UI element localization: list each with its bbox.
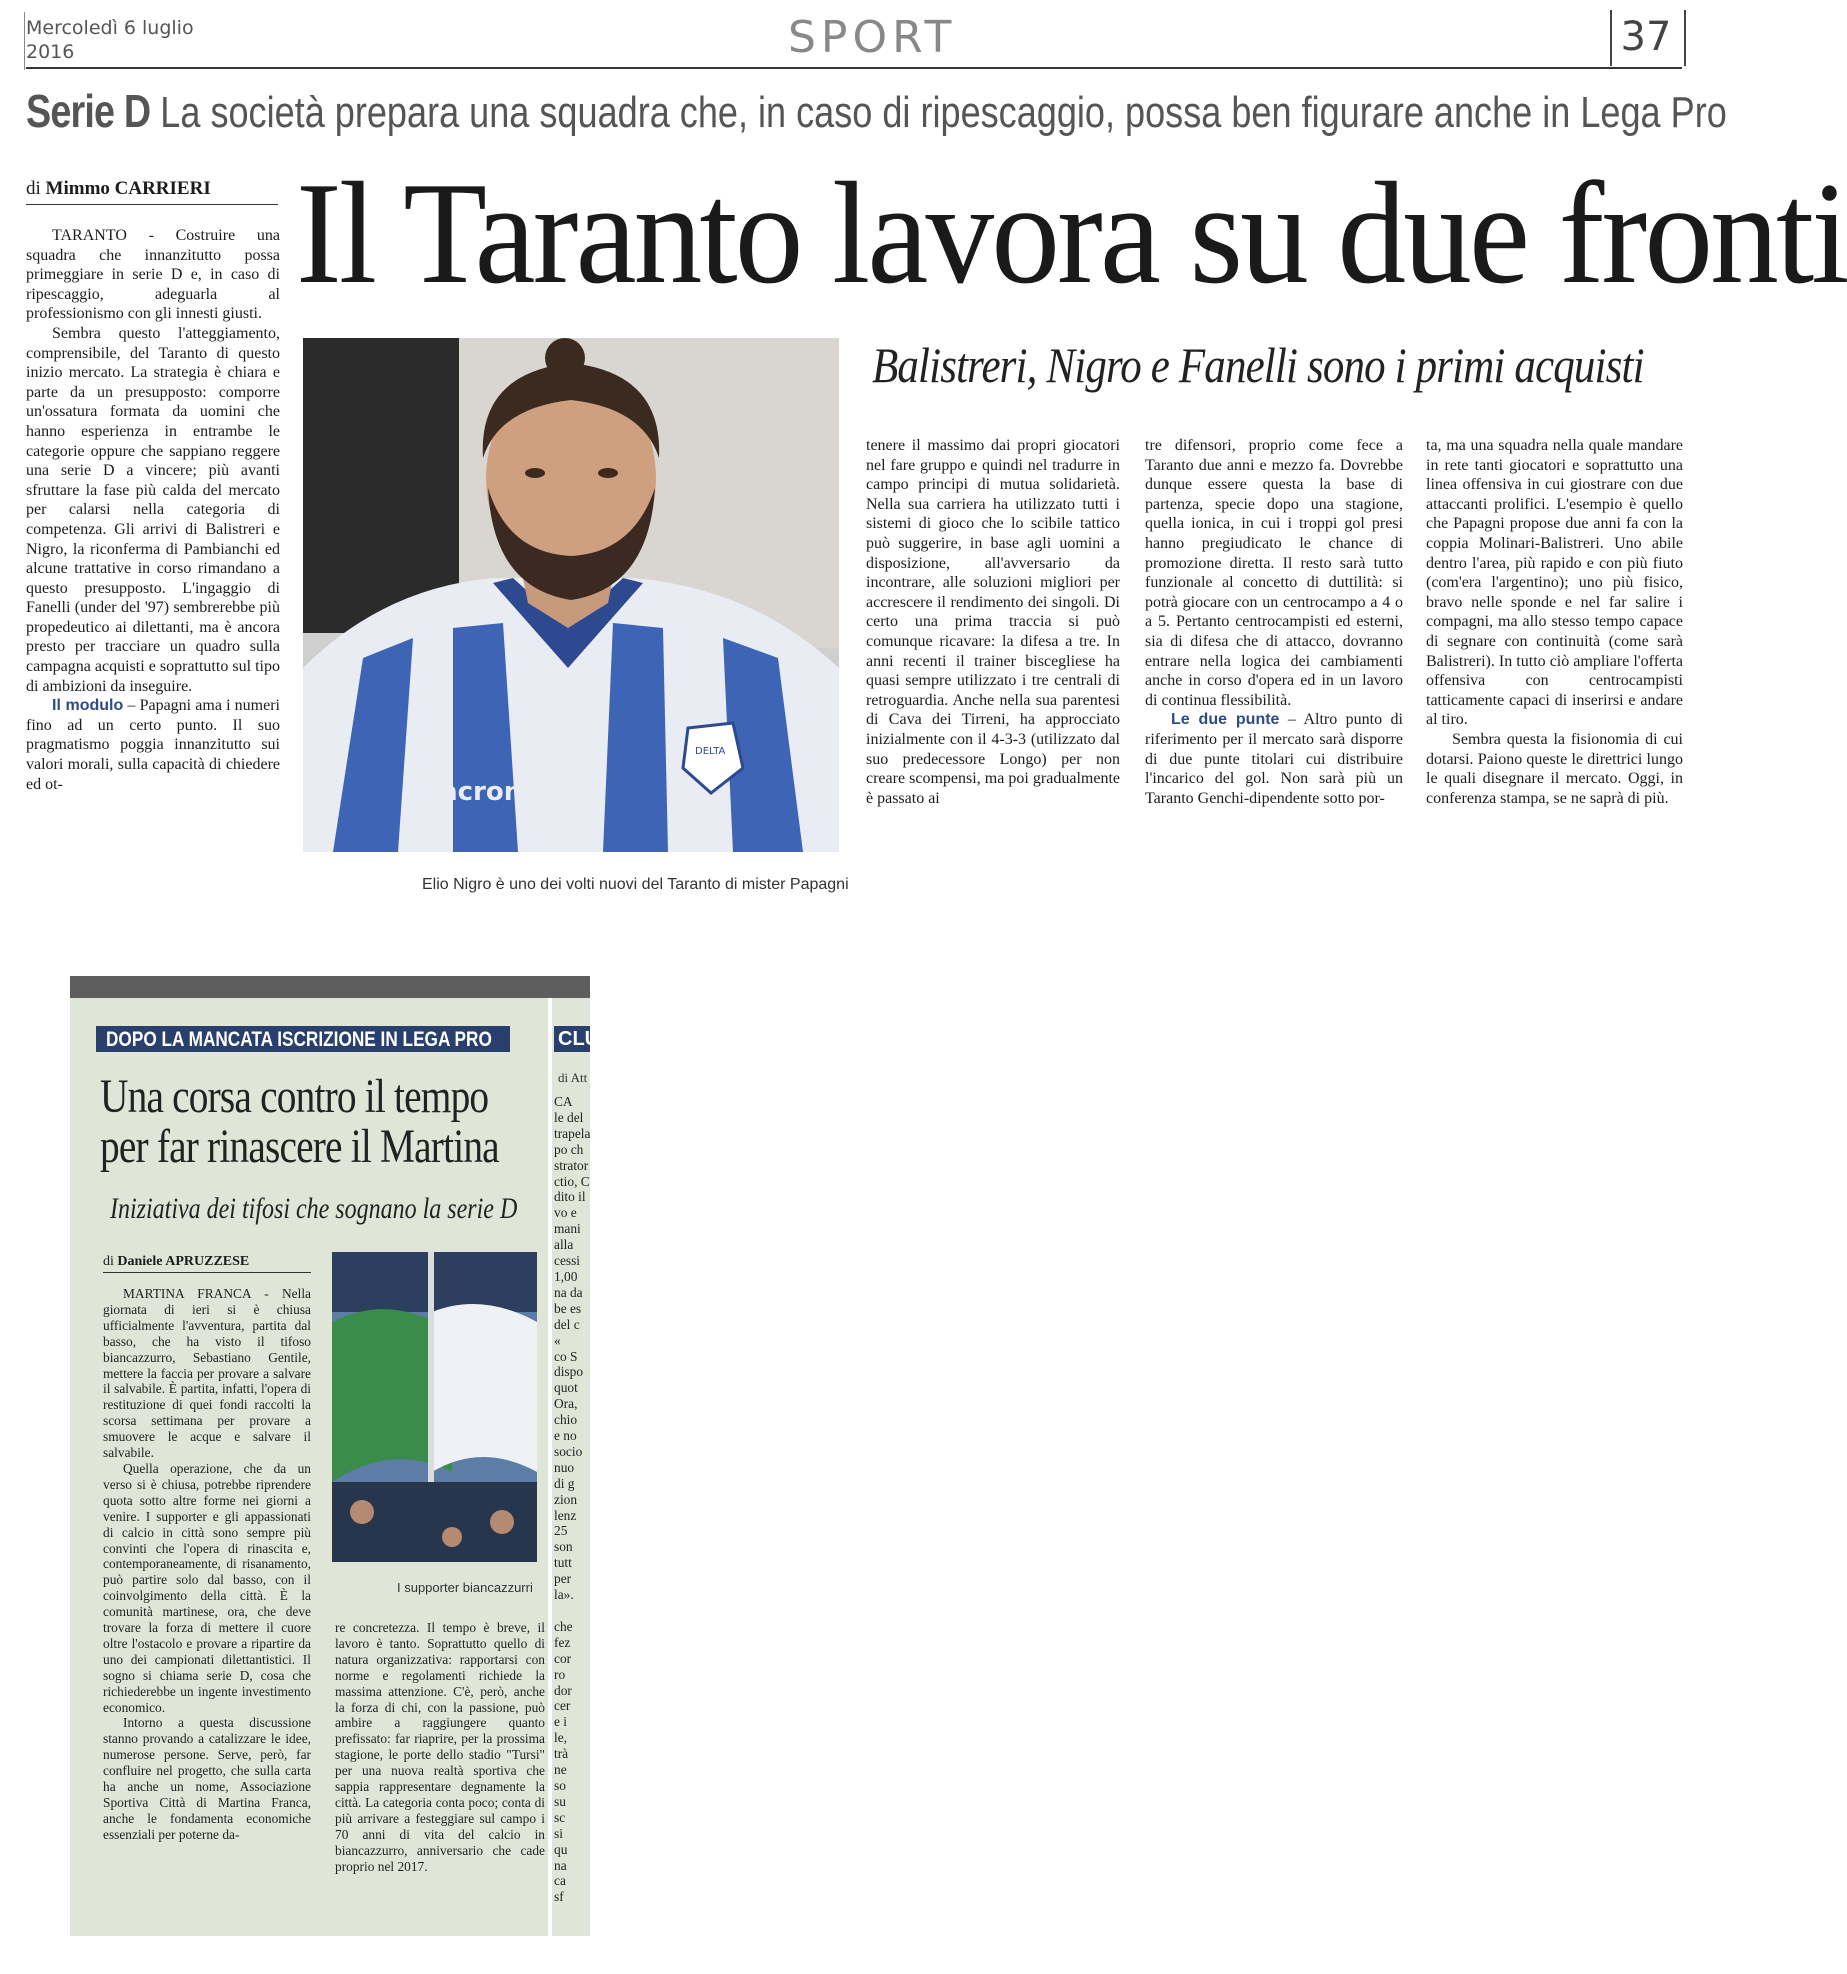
subheading-due-punte: Le due punte (1171, 711, 1280, 729)
article-headline: Il Taranto lavora su due fronti (296, 152, 1847, 314)
header-rule (26, 67, 1682, 69)
article-column-4 (1426, 436, 1683, 808)
kicker-text: La società prepara una squadra che, in caso di ripescaggio, possa ben figurare anche in Lega Pro (160, 88, 1727, 137)
clipping-kicker: DOPO LA MANCATA ISCRIZIONE IN LEGA PRO (106, 1028, 492, 1051)
supporters-photo (332, 1252, 537, 1562)
section-brand: SPORT (788, 12, 957, 63)
player-photo (303, 338, 839, 852)
paragraph (26, 696, 280, 794)
byline-prefix: di (103, 1254, 114, 1269)
newspaper-clipping (70, 976, 600, 1936)
paragraph-text: – Altro punto di riferimento per il mercato sarà disporre di due punte titolari cui distribuire l'incarico del gol. Non sarà più un Taranto Genchi-dipendente sotto por- (1145, 711, 1404, 807)
article-subheadline: Balistreri, Nigro e Fanelli sono i primi acquisti (872, 337, 1644, 393)
adjacent-article-kicker: CLU (558, 1028, 600, 1050)
article-kicker (26, 84, 1727, 138)
paragraph: MARTINA FRANCA - Nella giornata di ieri si è chiusa ufficialmente l'avventura, partita dal basso, che ha visto il tifoso biancazzurro, Sebastiano Gentile, mettere la faccia per provare a salvare il salvabile. È partita, infatti, l'opera di restituzione di quei fondi raccolti la scorsa settimana per provare a smuovere le acque e salvare il salvabile. (103, 1286, 311, 1461)
article-column-1 (26, 226, 280, 794)
clipping-headline: Una corsa contro il tempo per far rinascere il Martina (100, 1070, 499, 1173)
kicker-section: Serie D (26, 85, 151, 137)
byline-author: Daniele APRUZZESE (117, 1254, 250, 1269)
paragraph: tre difensori, proprio come fece a Taranto due anni e mezzo fa. Dovrebbe dunque essere questa la base di partenza, specie dopo una stagione, quella ionica, in cui i troppi gol presi hanno pregiudicato le chance di promozione diretta. Il resto sarà tutto funzionale al concetto di duttilità: si potrà giocare con un centrocampo a 4 o a 5. Pertanto centrocampisti ed esterni, sia di difesa che di attacco, dovranno entrare nella logica dei cambiamenti anche in corso d'opera ed in un lavoro di continua flessibilità. (1145, 437, 1403, 709)
paragraph: re concretezza. Il tempo è breve, il lavoro è tanto. Soprattutto quello di natura organizzativa: rapportarsi con norme e regolamenti richiede la massima attenzione. C'è, però, anche la forza di chi, con la passione, può ambire a raggiungere quanto prefissato: far riaprire, per la prossima stagione, le porte dello stadio "Tursi" per una nuova realtà sportiva che sappia rappresentare degnamente la città. La categoria conta poco; conta di più arrivare a festeggiare sul campo i 70 anni di vita del calcio in biancazzurro, anniversario che cade proprio nel 2017. (335, 1620, 545, 1874)
clipping-top-edge (70, 976, 590, 998)
paragraph: Quella operazione, che da un verso si è chiusa, potrebbe riprendere quota sotto altre forme nei giorni a venire. I supporter e gli appassionati di calcio in città sono sempre più convinti che l'opera di rinascita e, contemporaneamente, di risanamento, può partire solo dal basso, con il coinvolgimento della città. È la comunità martinese, ora, che deve trovare la forza di mettere il cuore oltre l'ostacolo e provare a ripartire da uno dei campionati dilettantistici. Il sogno si chiama serie D, cosa che richiederebbe un ingente investimento economico. (103, 1460, 311, 1715)
paragraph: Sembra questo l'atteggiamento, comprensibile, del Taranto di questo inizio mercato. La strategia è chiara e parte da un presupposto: comporre un'ossatura formata da uomini che hanno esperienza in entrambe le categorie oppure che sappiano reggere una serie D a vincere; più avanti sfruttare la fase più calda del mercato per calarsi nella categoria di competenza. Gli arrivi di Balistreri e Nigro, la riconferma di Pambianchi ed alcune trattative in corso rimandano a questo presupposto. L'ingaggio di Fanelli (under del '97) sembrerebbe più propedeutico ai dilettanti, ma è ancora presto per tracciare un quadro sulla campagna acquisti e soprattutto sul tipo di ambizioni da inseguire. (26, 324, 280, 695)
page-number: 37 (1620, 14, 1672, 60)
byline-author: Mimmo CARRIERI (45, 178, 211, 199)
paragraph: Sembra questa la fisionomia di cui dotarsi. Paiono queste le direttrici lungo le quali disegnare il mercato. Oggi, in conferenza stampa, se ne saprà di più. (1426, 730, 1683, 807)
clipping-cut-line (548, 998, 552, 1936)
byline-prefix: di (26, 178, 41, 199)
photo-caption: Elio Nigro è uno dei volti nuovi del Taranto di mister Papagni (422, 876, 849, 893)
article-byline (26, 178, 278, 205)
player-portrait-image (303, 338, 839, 852)
paragraph (1145, 710, 1403, 808)
article-column-2 (866, 436, 1120, 808)
subheading-modulo: Il modulo (52, 697, 124, 715)
paragraph-text: – Papagni ama i numeri fino ad un certo punto. Il suo pragmatismo poggia innanzitutto sui valori morali, sulla capacità di chiedere ed ot- (26, 697, 280, 793)
clipping-subheadline: Iniziativa dei tifosi che sognano la serie D (110, 1192, 518, 1225)
clipping-byline (103, 1254, 311, 1273)
paragraph: tenere il massimo dai propri giocatori nel fare gruppo e quindi nel tradurre in campo principi di mutua solidarietà. Nella sua carriera ha utilizzato tutti i sistemi di gioco che lo scibile tattico può suggerire, in base agli uomini a disposizione, all'avversario da incontrare, alle soluzioni migliori per accrescere il rendimento dei singoli. Di certo una prima traccia si può comunque ricavare: la difesa a tre. In anni recenti il trainer biscegliese ha quasi sempre utilizzato i tre centrali di retroguardia. Anche nella sua parentesi di Cava dei Tirreni, ha approcciato inizialmente con il 4-3-3 (utilizzato dal suo predecessore Longo) per non creare scompensi, ma poi gradualmente è passato ai (866, 437, 1120, 807)
paragraph: ta, ma una squadra nella quale mandare in rete tanti giocatori e soprattutto una linea offensiva in cui giostrare con due attaccanti prolifici. L'esempio è quello che Papagni propose due anni fa con la coppia Molinari-Balistreri. Uno abile dentro l'area, più rapido e con più fiuto (com'era l'argentino); uno più fisico, bravo nelle sponde e nel far salire i compagni, ma allo stesso tempo capace di segnare con continuità (come sarà Balistreri). In tutto ciò ampliare l'offerta offensiva con centrocampisti tatticamente capaci di inserirsi e andare al tiro. (1426, 437, 1683, 729)
svg-text:macron: macron (413, 777, 523, 807)
article-column-3 (1145, 436, 1403, 808)
issue-date: Mercoledì 6 luglio 2016 (26, 17, 194, 63)
clipping-column-1 (103, 1286, 311, 1843)
clipping-photo-caption: I supporter biancazzurri (397, 1580, 533, 1595)
supporters-flag-image (332, 1252, 537, 1562)
paragraph: Intorno a questa discussione stanno provando a catalizzare le idee, numerose persone. Serve, però, far confluire nel progetto, che sulla carta ha anche un nome, Associazione Sportiva Città di Martina Franca, anche le fondamenta economiche essenziali per poterne da- (103, 1715, 311, 1842)
paragraph: TARANTO - Costruire una squadra che innanzitutto possa primeggiare in serie D e, in caso di ripescaggio, adeguarla al professionismo con gli innesti giusti. (26, 227, 280, 323)
date-divider (24, 12, 25, 70)
adjacent-article-column: CA le del trapela po ch strator ctio, C dito il vo e mani alla cessi 1,00 na da be es del c « co S dispo quot Ora, chio e no socio nuo di g zion lenz 25 son tutt per la». che fez cor ro dor cer e i le, trà ne so su sc si qu na ca sf (554, 1094, 591, 1905)
adjacent-article-byline: di Att (558, 1070, 588, 1085)
clipping-column-2 (335, 1620, 545, 1875)
svg-text:DELTA: DELTA (695, 746, 726, 757)
